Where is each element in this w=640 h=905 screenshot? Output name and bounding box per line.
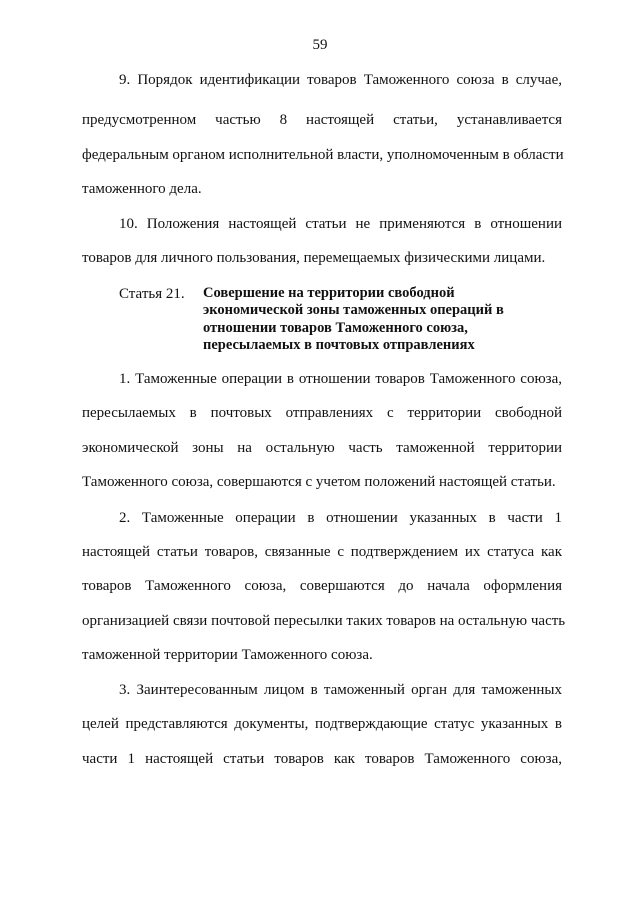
clause-2-line-4: организацией связи почтовой пересылки таких товаров на остальную часть xyxy=(82,613,566,629)
paragraph-9-line-1: 9. Порядок идентификации товаров Таможенного союза в случае, xyxy=(119,72,562,88)
article-number: Статья 21. xyxy=(119,286,185,302)
article-title-line-1: Совершение на территории свободной xyxy=(203,285,455,301)
clause-3-line-1: 3. Заинтересованным лицом в таможенный орган для таможенных xyxy=(119,682,562,698)
article-title-line-3: отношении товаров Таможенного союза, xyxy=(203,319,468,336)
clause-1-line-4: Таможенного союза, совершаются с учетом положений настоящей статьи. xyxy=(82,474,556,490)
paragraph-9-line-2: предусмотренном частью 8 настоящей статьи, устанавливается xyxy=(82,112,562,128)
clause-1-line-1: 1. Таможенные операции в отношении товаров Таможенного союза, xyxy=(119,371,562,387)
paragraph-10-line-2: товаров для личного пользования, перемещаемых физическими лицами. xyxy=(82,250,546,266)
article-title-line-2: экономической зоны таможенных операций в xyxy=(203,302,504,319)
article-title xyxy=(203,285,533,354)
clause-1-line-2: пересылаемых в почтовых отправлениях с территории свободной xyxy=(82,405,562,421)
clause-2-line-3: товаров Таможенного союза, совершаются до начала оформления xyxy=(82,578,562,594)
page-number: 59 xyxy=(312,37,328,53)
paragraph-9-line-4: таможенного дела. xyxy=(82,181,202,197)
clause-3-line-3: части 1 настоящей статьи товаров как товаров Таможенного союза, xyxy=(82,751,562,767)
clause-1-line-3: экономической зоны на остальную часть таможенной территории xyxy=(82,440,562,456)
clause-2-line-1: 2. Таможенные операции в отношении указанных в части 1 xyxy=(119,510,562,526)
clause-2-line-2: настоящей статьи товаров, связанные с подтверждением их статуса как xyxy=(82,544,562,560)
clause-2-line-5: таможенной территории Таможенного союза. xyxy=(82,647,373,663)
paragraph-9-line-3: федеральным органом исполнительной власти, уполномоченным в области xyxy=(82,147,564,163)
clause-3-line-2: целей представляются документы, подтверждающие статус указанных в xyxy=(82,716,562,732)
article-title-line-4: пересылаемых в почтовых отправлениях xyxy=(203,336,475,353)
paragraph-10-line-1: 10. Положения настоящей статьи не применяются в отношении xyxy=(119,216,562,232)
